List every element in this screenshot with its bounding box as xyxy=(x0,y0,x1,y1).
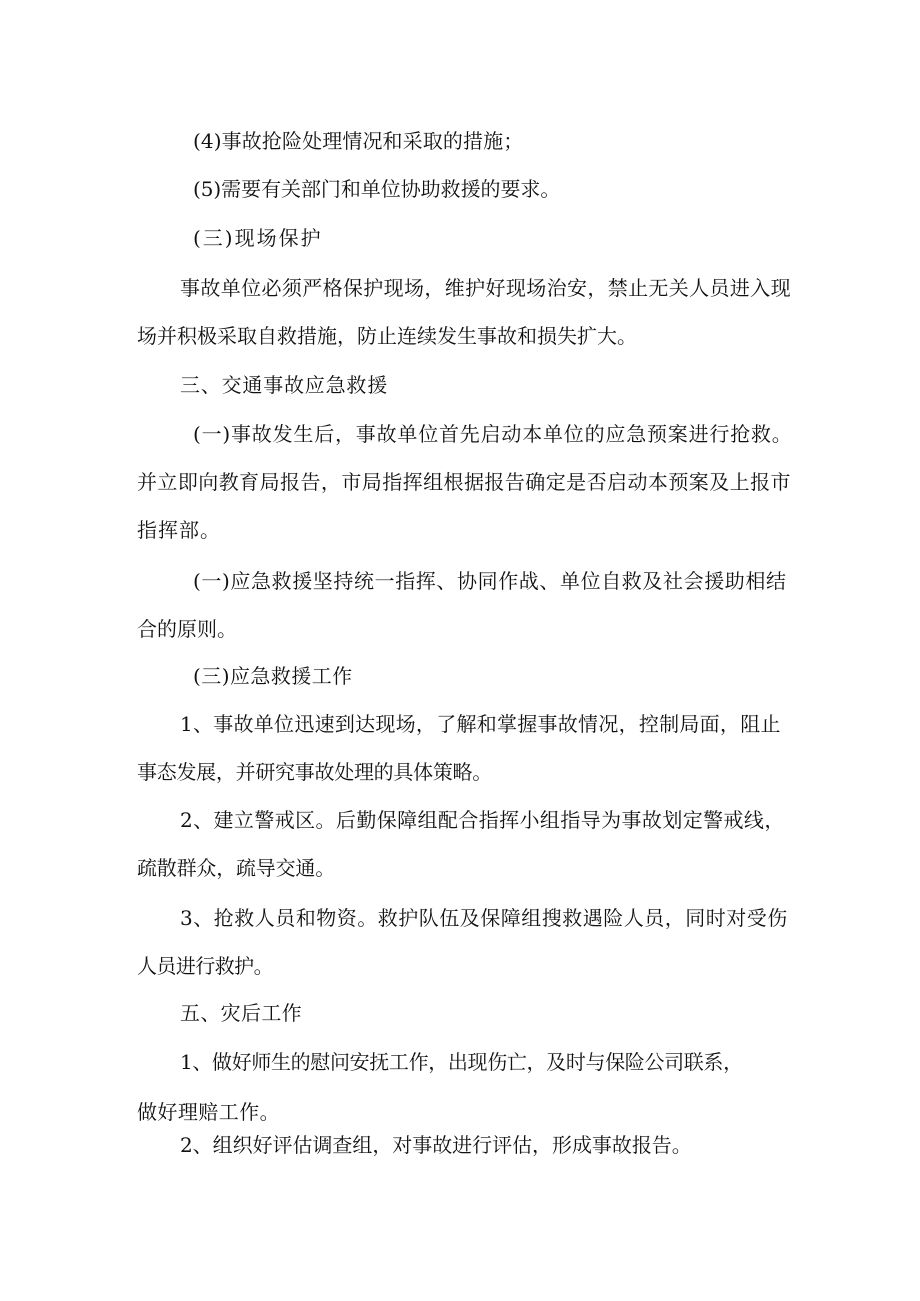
site-protection-line-2: 场并积极采取自救措施，防止连续发生事故和损失扩大。 xyxy=(137,324,637,348)
work-3-line-1: 3、抢救人员和物资。救护队伍及保障组搜救遇险人员，同时对受伤 xyxy=(180,906,788,930)
aftermath-1-line-1: 1、做好师生的慰问安抚工作，出现伤亡，及时与保险公司联系， xyxy=(180,1050,743,1074)
rescue-2-line-2: 合的原则。 xyxy=(137,617,237,641)
section-5-heading: 五、灾后工作 xyxy=(180,1001,302,1025)
rescue-2-line-1: (一)应急救援坚持统一指挥、协同作战、单位自救及社会援助相结 xyxy=(193,569,787,593)
item-4-line: (4)事故抢险处理情况和采取的措施； xyxy=(193,129,524,153)
work-3-line-2: 人员进行救护。 xyxy=(137,954,273,978)
aftermath-1-line-2: 做好理赔工作。 xyxy=(137,1100,280,1124)
item-5-line: (5)需要有关部门和单位协助救援的要求。 xyxy=(193,177,561,201)
rescue-1-line-2: 并立即向教育局报告，市局指挥组根据报告确定是否启动本预案及上报市 xyxy=(137,470,791,494)
work-2-line-2: 疏散群众，疏导交通。 xyxy=(137,856,335,880)
work-1-line-2: 事态发展，并研究事故处理的具体策略。 xyxy=(137,760,492,784)
rescue-1-line-3: 指挥部。 xyxy=(137,518,221,542)
work-2-line-1: 2、建立警戒区。后勤保障组配合指挥小组指导为事故划定警戒线， xyxy=(180,808,785,832)
heading-rescue-work: (三)应急救援工作 xyxy=(193,664,353,688)
work-1-line-1: 1、事故单位迅速到达现场，了解和掌握事故情况，控制局面，阻止 xyxy=(180,712,781,736)
aftermath-2-line-1: 2、组织好评估调查组，对事故进行评估，形成事故报告。 xyxy=(180,1133,692,1157)
site-protection-line-1: 事故单位必须严格保护现场，维护好现场治安，禁止无关人员进入现 xyxy=(180,276,791,300)
heading-site-protection: (三)现场保护 xyxy=(193,226,323,250)
section-3-heading: 三、交通事故应急救援 xyxy=(180,373,388,397)
rescue-1-line-1: (一)事故发生后，事故单位首先启动本单位的应急预案进行抢救。 xyxy=(193,422,793,446)
